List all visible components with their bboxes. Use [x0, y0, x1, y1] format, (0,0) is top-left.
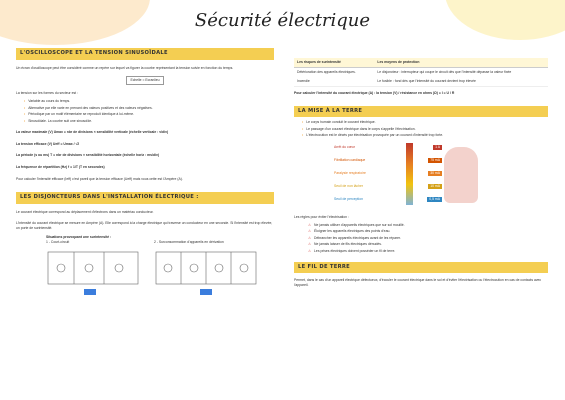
terre-list	[302, 120, 548, 138]
danger-scale-figure	[294, 141, 548, 211]
disj-p2: L'intensité du courant électrique se mesure en Ampère (A). Elle correspond à la charge électrique qui traverse un conducteur en une seconde. Si l'intensité est trop élevée, un porte de surintensité.	[16, 220, 273, 230]
risks-col-header: Les risques de surintensité	[294, 58, 374, 67]
risk-cell: Détérioration des appareils électriques. Incendie	[294, 67, 374, 86]
list-item: ⚠ Éloigner les appareils électriques des points d'eau.	[308, 229, 548, 234]
list-item: ⚠ Ne jamais laisser de fils électriques dénudés.	[308, 242, 548, 247]
forms-list	[24, 99, 274, 123]
ohm-note: Pour calculer l'intensité du courant électrique (A) : la tension (V) / résistance en ohms (Ω) = I = U / R	[294, 90, 455, 95]
rules-list	[308, 223, 548, 254]
list-item: • Alternative par elle varie en prenant des valeurs positives et des valeurs négatives.	[24, 106, 274, 111]
fig-label-1: 1 - Court-circuit	[46, 239, 70, 244]
list-item: ⚠ Débrancher les appareils électriques avant de les réparer.	[308, 236, 548, 241]
oscillo-intro: Un écran d'oscilloscope peut être considéré comme un repère sur lequel va figurer la courbe représentant la tension suivie en fonction du temps.	[16, 65, 234, 70]
fig-label-2: 2 - Surconsommation d'appareils en dérivation	[154, 239, 224, 244]
level-row: Paralysie respiratoire 30 mA	[334, 171, 440, 176]
protection-cell: Le disjoncteur : interrupteur qui coupe le circuit dès que l'intensité dépasse la valeur fixée Le fusible : fond dès que l'intensité du courant devient trop élevée	[374, 67, 548, 86]
circuit-figure	[16, 235, 274, 299]
formula-period: La période (s ou ms) T = nbr de divisions × sensibilité horizontale (échelle horiz : ms/div)	[16, 153, 160, 158]
list-item: • Variable au cours du temps.	[24, 99, 274, 104]
section-oscilloscope-heading: L'OSCILLOSCOPE ET LA TENSION SINUSOÏDALE	[16, 48, 274, 60]
list-item: ⚠ Ne jamais utiliser d'appareils électriques que sur sol mouillé.	[308, 223, 548, 228]
level-row: Fibrillation cardiaque 75 mA	[334, 158, 440, 163]
fil-text: Permet, dans le cas d'un appareil électrique défectueux, d'écouler le courant électrique dans le sol et d'éviter l'électrisation ou l'électrocution en cas de contacts avec l'appareil.	[294, 278, 542, 288]
page-title: Sécurité électrique	[194, 10, 371, 31]
list-item: ⚠ Les prises électriques doivent posséder un fil de terre.	[308, 249, 548, 254]
formula-frequency: La fréquence de répartition (Hz) f = 1/T (T en secondes)	[16, 165, 105, 170]
forms-intro: La tension sur les formes du secteur est :	[16, 91, 79, 96]
list-item: • L'électrocution est le décès par électrisation provoquée par un courant d'intensité trop forte.	[302, 133, 548, 138]
axes-box: Echelle = Ecranlieu	[126, 76, 163, 85]
right-column	[294, 58, 548, 288]
rules-intro: Les règles pour éviter l'électrisation :	[294, 215, 349, 220]
body-silhouette	[444, 147, 478, 203]
formula-ueff: La tension efficace (V) Ueff = Umax / √2	[16, 141, 80, 146]
fig-title: Situations provoquant une surintensité :	[46, 234, 112, 239]
section-disjoncteurs-heading: LES DISJONCTEURS DANS L'INSTALLATION ÉLECTRIQUE :	[16, 192, 274, 204]
level-row: Seuil de perception 0,5 mA	[334, 197, 440, 202]
list-item: • Le corps humain conduit le courant électrique.	[302, 120, 548, 125]
left-column	[16, 48, 274, 299]
section-fil-heading: LE FIL DE TERRE	[294, 262, 548, 274]
section-terre-heading: LA MISE À LA TERRE	[294, 106, 548, 118]
list-item: • Périodique par un motif élémentaire se reproduit identique à lui-même.	[24, 112, 274, 117]
protection-col-header: Les moyens de protection	[374, 58, 548, 67]
table-row	[294, 67, 548, 86]
disj-p1: Le courant électrique correspond au déplacement d'électrons dans un matériau conducteur.	[16, 209, 154, 214]
circuit-diagram	[44, 246, 264, 298]
risks-table	[294, 58, 548, 87]
level-row: Arrêt du cœur 1 A	[334, 145, 440, 150]
formula-umax: La valeur maximale (V) Umax = nbr de divisions × sensibilité verticale (échelle verticale : v/div)	[16, 129, 169, 134]
ieff-note: Pour calculer l'intensité efficace (Ieff) c'est pareil que la tension efficace (Ueff) mais vous cette est l'Ampère (A).	[16, 177, 183, 182]
list-item: • Le passage d'un courant électrique dans le corps s'appelle l'électrisation.	[302, 127, 548, 132]
list-item: • Sinusoïdale. La courbe suit une sinusoïde.	[24, 119, 274, 124]
level-row: Seuil de non lâcher 10 mA	[334, 184, 440, 189]
